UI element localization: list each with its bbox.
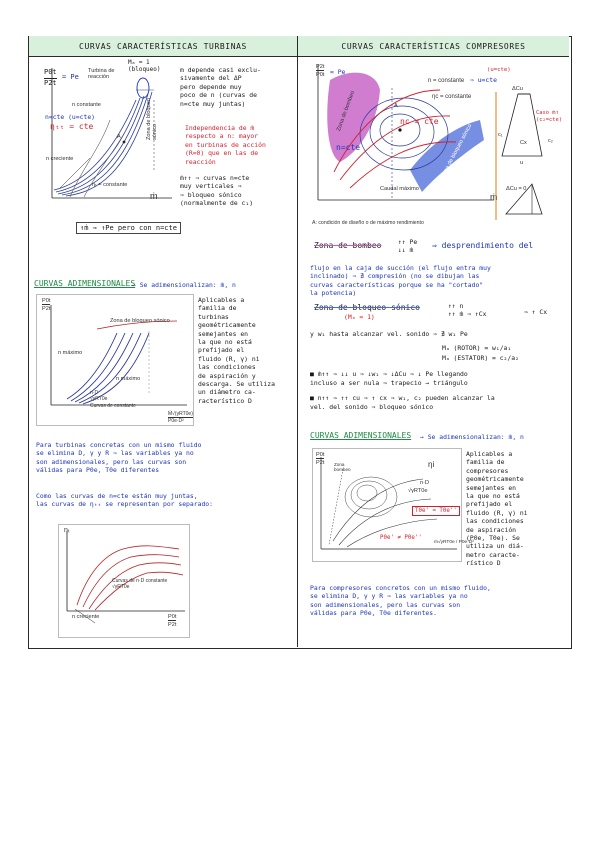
comp-adim-arrow: → Se adimensionalizan: ṁ, n: [420, 433, 524, 441]
adim-nmax-label: n máximo: [58, 350, 83, 356]
turbine-adim-arrow: → Se adimensionalizan: ṁ, n: [132, 281, 236, 289]
delta-cu-zero: ΔCu = 0: [506, 186, 527, 192]
note-curvas-verticales: ṁ↑↑ ⇒ curvas n=cte muy verticales ⇒ ⇒ bloqueo sónico (normalmente de c₁): [180, 174, 254, 208]
bombeo-title: Zona de bombeo: [314, 241, 382, 250]
point-a: [398, 128, 401, 131]
comp-y-top: P2t: [316, 64, 325, 70]
c1-label: c₁: [498, 132, 503, 138]
turbine-reaction-label: Turbina de reacción: [88, 68, 115, 81]
ratio-bottom: P2t: [44, 79, 57, 87]
mach-rotor: Mₐ (ROTOR) = w₁/a₁: [442, 344, 512, 352]
comp-eta-constante: ηc = constante: [432, 94, 472, 100]
adim-y-bot: P2t: [42, 306, 51, 312]
adim-y-top: P0t: [42, 298, 51, 304]
mach-estator: Mₐ (ESTATOR) = c₂/a₂: [442, 354, 519, 362]
adim-zone-label: Zona de bloqueo sónico: [110, 318, 170, 324]
eta-cte-note: ηₜₜ = cte: [50, 122, 94, 131]
bombeo-result: ⇒ desprendimiento del: [432, 241, 534, 250]
delta-cu: ΔCu: [512, 86, 523, 92]
velocity-triangles: [492, 84, 568, 220]
bloqueo-result: ⇒ ↑ Cx: [524, 308, 548, 316]
bloqueo-circle: [137, 78, 149, 98]
adim-x-top: Ṁ√(γRT0e): [168, 411, 193, 417]
pe-note-box: ↑ṁ ⇒ ↑Pe pero con n=cte: [76, 222, 181, 234]
row2b: vel. del sonido ⇒ bloqueo sónico: [310, 403, 434, 411]
eta-x-bot: P2t: [168, 622, 177, 628]
point-a: [123, 141, 126, 144]
trapezoid: [502, 94, 542, 156]
n-creciente-label: n creciente: [46, 156, 74, 162]
bloqueo-hasta: y w₁ hasta alcanzar vel. sonido ⇒ ∄ w₁ Pe: [310, 330, 468, 338]
comp-eq-pe: = Pe: [330, 68, 346, 76]
turbine-aplicables: Aplicables a familia de turbinas geométricamente semejantes en la que no está prefijado el fluido (R, γ) ni las condiciones de aspiración y descarga. Se utiliza un diámetro ca- racterístico D: [198, 296, 275, 405]
bloqueo-title: Zona de bloqueo sónico: [314, 303, 420, 312]
eta-constante-label: ηₜ = constante: [92, 182, 128, 188]
c2-label: c₂: [548, 138, 553, 144]
mach-note: Mₐ = 1 (bloqueo): [128, 59, 161, 73]
zona-bloqueo-area: [410, 120, 484, 192]
comp-adim-y-bot: P2t: [316, 460, 325, 466]
comp-u-cte: (u=cte): [487, 67, 511, 73]
comp-n-constante: n = constante: [428, 78, 465, 84]
bombeo-cond: ↑↑ Pe ↓↓ ṁ: [398, 238, 418, 255]
bombeo-flujo: flujo en la caja de succión (el flujo entra muy inclinado) ⇒ ∄ compresión (no se dibujan las curvas características porque se ha "cortado" la potencia): [310, 264, 491, 298]
comp-caudal-max: Caudal máximo: [380, 186, 419, 192]
comp-adim-title: CURVAS ADIMENSIONALES: [310, 431, 412, 440]
ratio-top: P0t: [44, 68, 57, 76]
turbine-adim-title: CURVAS ADIMENSIONALES: [34, 279, 136, 288]
eta-x-top: P0t: [168, 614, 177, 620]
column-divider: [297, 36, 298, 647]
comp-adim-zona: Zona bombeo: [334, 462, 351, 473]
comp-n-arrow: ⇒ u=cte: [470, 76, 497, 84]
comp-adim-toe: T0e' = T0e'': [412, 506, 460, 516]
comp-adim-poe: P0e' ≠ P0e'': [380, 535, 422, 541]
turbine-para: Para turbinas concretas con un mismo fluido se elimina D, γ y R ⇒ las variables ya no son adimensionales, pero las curvas son válidas para P0e, T0e diferentes: [36, 441, 202, 475]
eta-n-creciente: n creciente: [72, 614, 100, 620]
row2: ■ n↑↑ ⇒ ↑↑ cu ⇒ ↑ cx ⇒ w₁, c₂ pueden alcanzar la: [310, 394, 495, 402]
u-label: u: [520, 160, 524, 166]
comp-point-a-label: A: [394, 103, 398, 109]
comp-adim-eta: ηi: [428, 460, 435, 469]
adim-curve-label: n·D √γRT0e Curvas de constante: [90, 390, 136, 409]
eq-pe: = Pe: [62, 73, 79, 81]
comp-n-cte: n=cte: [336, 143, 361, 152]
x-axis-label: ṁ: [150, 191, 158, 201]
n-constante-label: n constante: [72, 102, 101, 108]
row1b: incluso a ser nula ⇒ trapecio → triángulo: [310, 379, 468, 387]
comp-zona-bloqueo: Zona de bloqueo sónico: [440, 123, 474, 179]
zona-bloqueo-label: Zona de bloqueo sónico: [146, 98, 159, 140]
comp-adim-nd: n·D: [420, 480, 430, 486]
eta-curve-label: Curvas de n·D constante √γRT0e: [112, 578, 168, 591]
comp-x-label: ṁ: [490, 192, 498, 202]
eta-y-label: ηₜ: [64, 527, 70, 534]
turbine-como: Como las curvas de n=cte están muy juntas, las curvas de ηₜₜ se representan por separado:: [36, 492, 213, 509]
comp-zona-bombeo: Zona de bombeo: [336, 90, 357, 133]
row1: ■ ṁ↑↑ ⇒ ↓↓ u ⇒ ↓w₁ ⇒ ↓ΔCu ⇒ ↓ Pe llegando: [310, 370, 468, 378]
cx-label: Cx: [520, 140, 527, 146]
bloqueo-cond: ↑↑ n ↑↑ ṁ ⇒ ↑Cx: [448, 302, 487, 319]
adim-x-bot: P0e·D²: [168, 418, 184, 424]
comp-y-bot: P0t: [316, 72, 325, 78]
comp-aplicables: Aplicables a familia de compresores geométricamente semejantes en la que no está prefijado el fluido (R, γ) ni las condiciones de aspiración (P0e, T0e). Se utiliza un diá- metro caracte- rístico D: [466, 450, 528, 568]
comp-para: Para compresores concretos con un mismo fluido, se elimina D, γ y R ⇒ las variables ya no son adimensionales, pero las curvas son válidas para P0e, T0e diferentes.: [310, 584, 491, 618]
comp-adim-sqrt: √γRT0e: [408, 488, 428, 494]
header-compresores: CURVAS CARACTERÍSTICAS COMPRESORES: [298, 36, 569, 57]
adim-nmax-label-2: n máximo: [116, 376, 141, 382]
comp-adim-y-top: P0t: [316, 452, 325, 458]
comp-condicion: A: condición de diseño o de máximo rendimiento: [312, 220, 424, 226]
caso-label: Caso ṁ↑ (c₂=cte): [536, 110, 562, 123]
note-m-depende: m depende casi exclu- sivamente del ΔP pero depende muy poco de n (curvas de n=cte muy juntas): [180, 66, 261, 108]
header-turbinas: CURVAS CARACTERÍSTICAS TURBINAS: [29, 36, 297, 57]
n-cte-note: n=cte (u=cte): [45, 113, 96, 121]
bloqueo-sub: (Mₐ = 1): [344, 313, 375, 321]
comp-eta-cte: ηc = cte: [400, 117, 439, 126]
comp-adim-x: ṁ√γRT0e / P0e·D²: [434, 540, 474, 545]
point-a-label: A: [117, 134, 121, 140]
note-independencia: Independencia de ṁ respecto a n: mayor en turbinas de acción (R=0) que en las de reacción: [185, 124, 266, 166]
